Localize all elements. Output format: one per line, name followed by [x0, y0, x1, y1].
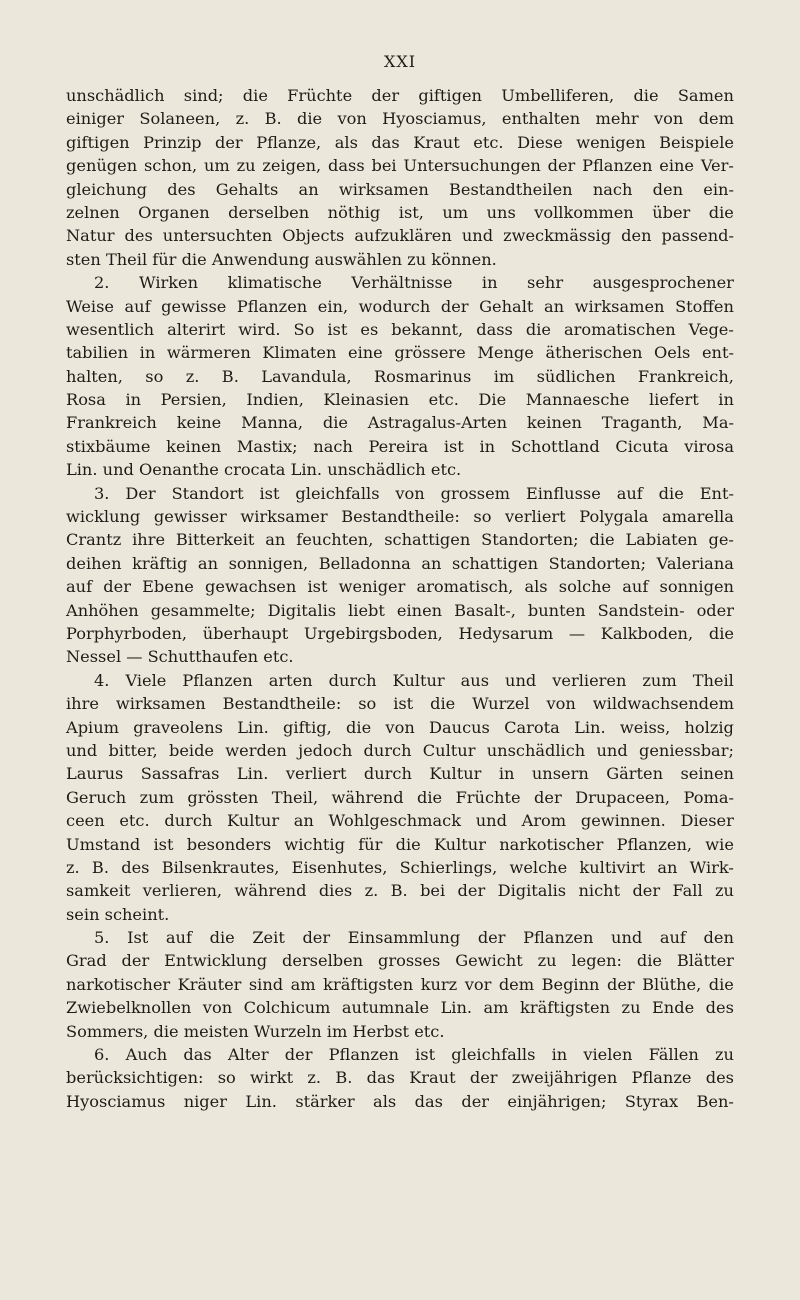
text-line: giftigen Prinzip der Pflanze, als das Kraut etc. Diese wenigen Beispiele	[66, 132, 734, 152]
text-line: Crantz ihre Bitterkeit an feuchten, schattigen Standorten; die Labiaten ge-	[66, 530, 734, 550]
text-line: Anhöhen gesammelte; Digitalis liebt einen Basalt-, bunten Sandstein- oder	[66, 600, 734, 620]
text-line: Umstand ist besonders wichtig für die Kultur narkotischer Pflanzen, wie	[66, 834, 734, 854]
text-line: Lin. und Oenanthe crocata Lin. unschädlich etc.	[66, 460, 462, 480]
text-line: und bitter, beide werden jedoch durch Cultur unschädlich und geniessbar;	[66, 740, 734, 760]
text-line: gleichung des Gehalts an wirksamen Bestandtheilen nach den ein-	[66, 179, 734, 199]
text-line: deihen kräftig an sonnigen, Belladonna an schattigen Standorten; Valeriana	[66, 553, 734, 573]
text-line: unschädlich sind; die Früchte der giftigen Umbelliferen, die Samen	[66, 86, 734, 105]
text-line: stixbäume keinen Mastix; nach Pereira ist in Schottland Cicuta virosa	[66, 436, 734, 456]
text-line: Porphyrboden, überhaupt Urgebirgsboden, Hedysarum — Kalkboden, die	[66, 623, 734, 643]
text-line: 5. Ist auf die Zeit der Einsammlung der Pflanzen und auf den	[94, 928, 734, 948]
text-line: wesentlich alterirt wird. So ist es bekannt, dass die aromatischen Vege-	[66, 319, 734, 339]
page-number: XXI	[383, 52, 417, 71]
text-line: Nessel — Schutthaufen etc.	[66, 647, 294, 667]
text-line: sein scheint.	[66, 904, 170, 924]
text-line: Frankreich keine Manna, die Astragalus-Arten keinen Traganth, Ma-	[66, 413, 734, 433]
text-line: Hyosciamus niger Lin. stärker als das der einjährigen; Styrax Ben-	[66, 1091, 734, 1111]
text-line: narkotischer Kräuter sind am kräftigsten kurz vor dem Beginn der Blüthe, die	[66, 974, 734, 994]
text-line: 4. Viele Pflanzen arten durch Kultur aus und verlieren zum Theil	[94, 670, 734, 690]
text-line: Natur des untersuchten Objects aufzuklären und zweckmässig den passend-	[66, 226, 734, 246]
text-line: zelnen Organen derselben nöthig ist, um uns vollkommen über die	[66, 202, 734, 222]
text-line: auf der Ebene gewachsen ist weniger aromatisch, als solche auf sonnigen	[66, 577, 734, 597]
text-line: halten, so z. B. Lavandula, Rosmarinus im südlichen Frankreich,	[66, 366, 734, 386]
text-line: Apium graveolens Lin. giftig, die von Daucus Carota Lin. weiss, holzig	[66, 717, 734, 737]
text-line: ceen etc. durch Kultur an Wohlgeschmack und Arom gewinnen. Dieser	[66, 811, 734, 831]
text-line: ihre wirksamen Bestandtheile: so ist die Wurzel von wildwachsendem	[66, 694, 734, 714]
text-line: Grad der Entwicklung derselben grosses Gewicht zu legen: die Blätter	[66, 951, 734, 971]
text-line: Weise auf gewisse Pflanzen ein, wodurch der Gehalt an wirksamen Stoffen	[66, 296, 734, 316]
text-line: Zwiebelknollen von Colchicum autumnale Lin. am kräftigsten zu Ende des	[66, 998, 734, 1018]
text-line: einiger Solaneen, z. B. die von Hyosciamus, enthalten mehr von dem	[66, 109, 734, 129]
text-line: Rosa in Persien, Indien, Kleinasien etc. Die Mannaesche liefert in	[66, 390, 734, 410]
text-line: samkeit verlieren, während dies z. B. bei der Digitalis nicht der Fall zu	[66, 881, 734, 901]
body-text	[66, 84, 734, 1113]
text-line: 2. Wirken klimatische Verhältnisse in sehr ausgesprochener	[94, 273, 734, 293]
text-line: sten Theil für die Anwendung auswählen zu können.	[66, 249, 497, 269]
text-line: tabilien in wärmeren Klimaten eine grössere Menge ätherischen Oels ent-	[66, 343, 734, 363]
text-line: Geruch zum grössten Theil, während die Früchte der Drupaceen, Poma-	[66, 787, 734, 807]
text-line: Laurus Sassafras Lin. verliert durch Kultur in unsern Gärten seinen	[66, 764, 734, 784]
text-line: Sommers, die meisten Wurzeln im Herbst etc.	[66, 1021, 445, 1041]
text-line: z. B. des Bilsenkrautes, Eisenhutes, Schierlings, welche kultivirt an Wirk-	[66, 857, 734, 877]
text-line: 6. Auch das Alter der Pflanzen ist gleichfalls in vielen Fällen zu	[94, 1045, 734, 1065]
text-line: genügen schon, um zu zeigen, dass bei Untersuchungen der Pflanzen eine Ver-	[66, 156, 734, 176]
text-line: wicklung gewisser wirksamer Bestandtheile: so verliert Polygala amarella	[66, 507, 734, 527]
text-line: berücksichtigen: so wirkt z. B. das Kraut der zweijährigen Pflanze des	[66, 1068, 734, 1088]
text-line: 3. Der Standort ist gleichfalls von grossem Einflusse auf die Ent-	[94, 483, 734, 503]
